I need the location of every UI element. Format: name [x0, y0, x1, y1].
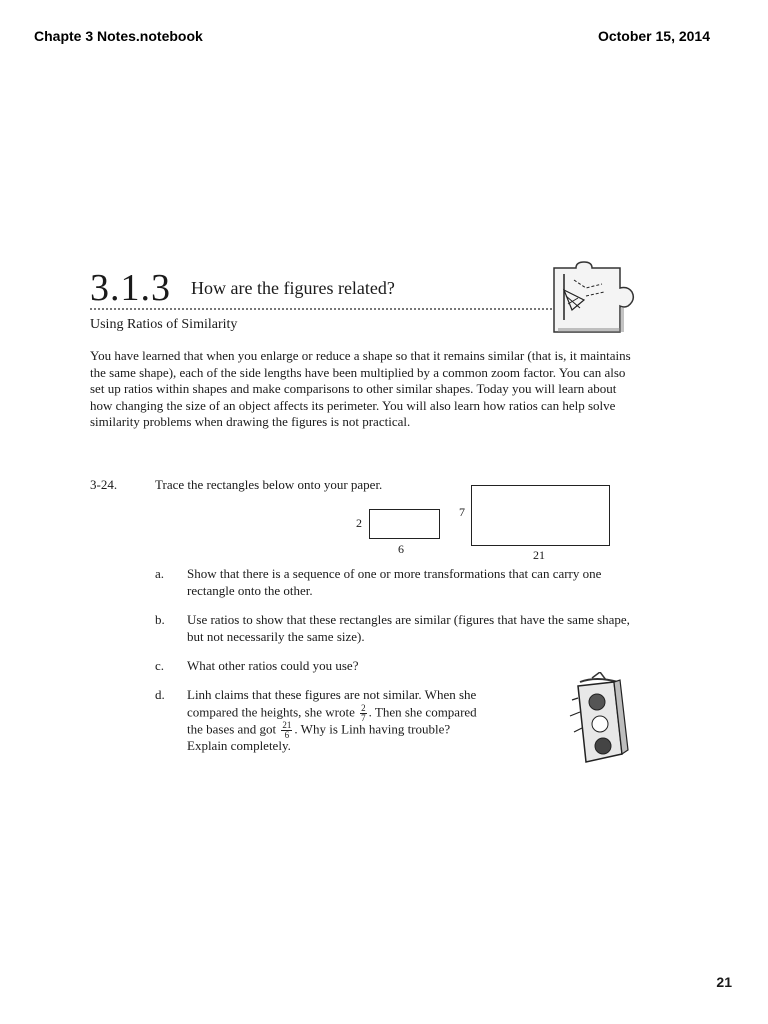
large-rect-width-label: 21 — [533, 548, 545, 562]
title-divider — [90, 308, 552, 310]
part-b-letter: b. — [155, 612, 165, 627]
part-d-line2-end: . Then she compared — [368, 704, 477, 720]
page-number: 21 — [716, 974, 732, 990]
fraction-bases-denominator: 6 — [284, 730, 290, 740]
notebook-title: Chapte 3 Notes.notebook — [34, 28, 203, 44]
small-rect-width-label: 6 — [398, 542, 404, 556]
small-rect-height-label: 2 — [356, 516, 362, 530]
lesson-title: How are the figures related? — [191, 278, 395, 298]
part-d-line2-start: compared the heights, she wrote — [187, 704, 355, 720]
puzzle-piece-icon — [546, 260, 642, 340]
traffic-light-icon — [566, 672, 632, 764]
fraction-heights-numerator: 2 — [361, 703, 366, 713]
part-b-text: Use ratios to show that these rectangles are similar (figures that have the same shape, but not necessarily the same size). — [187, 612, 630, 644]
large-rectangle — [471, 485, 610, 546]
part-c-text: What other ratios could you use? — [187, 658, 359, 673]
part-c-letter: c. — [155, 658, 165, 673]
part-d-line3-end: . Why is Linh having trouble? — [294, 721, 451, 737]
fraction-heights-denominator: 7 — [361, 713, 366, 723]
part-d-line1: Linh claims that these figures are not similar. When she — [187, 687, 477, 702]
fraction-bases-numerator: 21 — [282, 720, 292, 730]
page-date: October 15, 2014 — [597, 28, 710, 44]
problem-number: 3-24. — [90, 477, 118, 492]
problem-prompt: Trace the rectangles below onto your paper. — [155, 477, 383, 492]
part-a-text: Show that there is a sequence of one or more transformations that can carry one rectangle onto the other. — [187, 566, 602, 598]
part-d-letter: d. — [155, 687, 165, 702]
intro-paragraph: You have learned that when you enlarge or reduce a shape so that it remains similar (that is, it maintains the same shape), each of the side lengths have been multiplied by a common zoom factor. You can also set up ratios within shapes and make comparisons to other similar shapes. Today you will learn about how changing the size of an object affects its perimeter. You will also learn how ratios can help solve similarity problems when drawing the figures is not practical. — [90, 348, 631, 429]
small-rectangle — [369, 509, 440, 539]
part-d-line4: Explain completely. — [187, 738, 291, 753]
part-a-letter: a. — [155, 566, 165, 581]
large-rect-height-label: 7 — [459, 505, 465, 519]
lesson-subtitle: Using Ratios of Similarity — [90, 317, 238, 332]
lesson-number: 3.1.3 — [90, 267, 171, 309]
part-d-line3-start: the bases and got — [187, 721, 277, 737]
